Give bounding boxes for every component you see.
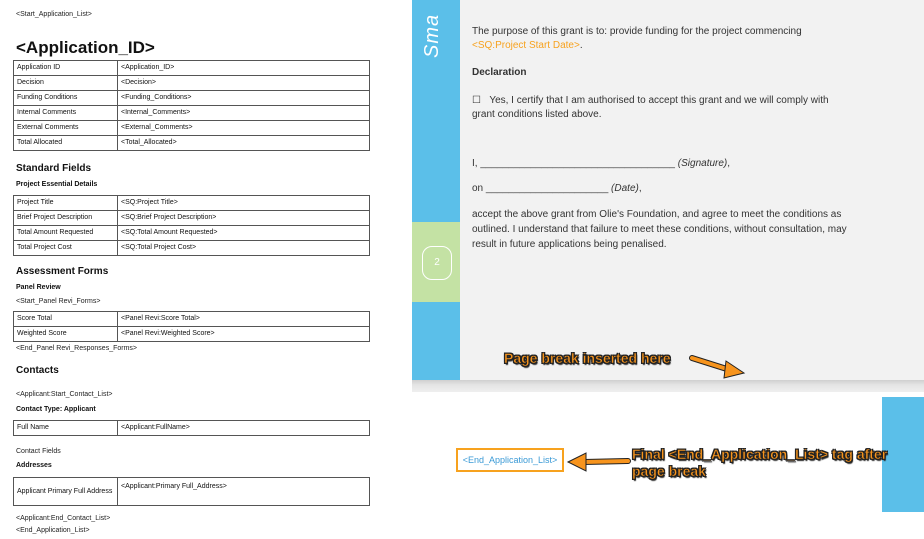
page-sidebar bbox=[412, 0, 460, 380]
project-table bbox=[13, 195, 370, 256]
start-application-list-tag: <Start_Application_List> bbox=[16, 11, 92, 18]
declaration-heading: Declaration bbox=[472, 67, 527, 78]
start-contact-list-tag: <Applicant:Start_Contact_List> bbox=[16, 391, 113, 398]
project-details-heading: Project Essential Details bbox=[16, 181, 98, 188]
date-line: on ______________________ (Date), bbox=[472, 183, 642, 194]
table-row: Funding Conditions <Funding_Conditions> bbox=[14, 91, 370, 106]
table-row: Total Amount Requested <SQ:Total Amount Requested> bbox=[14, 226, 370, 241]
table-row: Applicant Primary Full Address <Applicant:Primary Full_Address> bbox=[14, 478, 370, 506]
accept-line-3: result in future applications being penalised. bbox=[472, 239, 667, 250]
application-table bbox=[13, 60, 370, 151]
end-application-list-tag-highlight: <End_Application_List> bbox=[456, 448, 564, 472]
accept-line-2: outlined. I understand that failure to meet these conditions, without consultation, may bbox=[472, 224, 847, 235]
table-row: Internal Comments <Internal_Comments> bbox=[14, 106, 370, 121]
page-break-gap bbox=[412, 380, 924, 392]
page-sidebar bbox=[882, 397, 924, 512]
panel-table bbox=[13, 311, 370, 342]
address-table bbox=[13, 477, 370, 506]
panel-review-heading: Panel Review bbox=[16, 284, 61, 291]
contacts-heading: Contacts bbox=[16, 365, 59, 376]
table-row: Brief Project Description <SQ:Brief Project Description> bbox=[14, 211, 370, 226]
table-row: Score Total <Panel Revi:Score Total> bbox=[14, 312, 370, 327]
contact-fields-label: Contact Fields bbox=[16, 448, 61, 455]
table-row: Total Project Cost <SQ:Total Project Cost> bbox=[14, 241, 370, 256]
start-panel-forms-tag: <Start_Panel Revi_Forms> bbox=[16, 298, 101, 305]
project-start-date-tag: <SQ:Project Start Date> bbox=[472, 40, 580, 51]
page-break-annotation: Page break inserted here bbox=[504, 350, 671, 366]
standard-fields-heading: Standard Fields bbox=[16, 163, 92, 174]
final-tag-annotation: Final <End_Application_List> tag after page break bbox=[632, 446, 888, 479]
template-document bbox=[0, 0, 410, 539]
addresses-heading: Addresses bbox=[16, 462, 52, 469]
contact-table bbox=[13, 420, 370, 436]
end-contact-list-tag: <Applicant:End_Contact_List> bbox=[16, 515, 111, 522]
purpose-date-line: <SQ:Project Start Date>. bbox=[472, 40, 583, 51]
purpose-line: The purpose of this grant is to: provide funding for the project commencing bbox=[472, 26, 802, 37]
certify-line-2: grant conditions listed above. bbox=[472, 109, 602, 120]
checkbox-icon[interactable]: ☐ bbox=[472, 95, 481, 106]
table-row: Project Title <SQ:Project Title> bbox=[14, 196, 370, 211]
table-row: Full Name <Applicant:FullName> bbox=[14, 421, 370, 436]
table-row: Weighted Score <Panel Revi:Weighted Score> bbox=[14, 327, 370, 342]
signature-line: I, ___________________________________ (Signature), bbox=[472, 158, 731, 169]
application-id-title: <Application_ID> bbox=[16, 38, 155, 57]
end-application-list-tag: <End_Application_List> bbox=[16, 527, 90, 534]
arrow-left-icon bbox=[566, 452, 630, 472]
sidebar-title: Sma bbox=[421, 13, 443, 58]
document-page-2 bbox=[412, 0, 924, 380]
table-row: Application ID <Application_ID> bbox=[14, 61, 370, 76]
end-panel-forms-tag: <End_Panel Revi_Responses_Forms> bbox=[16, 345, 138, 352]
accept-line-1: accept the above grant from Olie's Foundation, and agree to meet the conditions as bbox=[472, 209, 842, 220]
page-number: 2 bbox=[422, 246, 452, 280]
table-row: Total Allocated <Total_Allocated> bbox=[14, 136, 370, 151]
contact-type-heading: Contact Type: Applicant bbox=[16, 406, 96, 413]
assessment-forms-heading: Assessment Forms bbox=[16, 266, 109, 277]
arrow-right-icon bbox=[690, 354, 750, 378]
certify-line: ☐ Yes, I certify that I am authorised to accept this grant and we will comply with bbox=[472, 95, 829, 106]
table-row: Decision <Decision> bbox=[14, 76, 370, 91]
table-row: External Comments <External_Comments> bbox=[14, 121, 370, 136]
